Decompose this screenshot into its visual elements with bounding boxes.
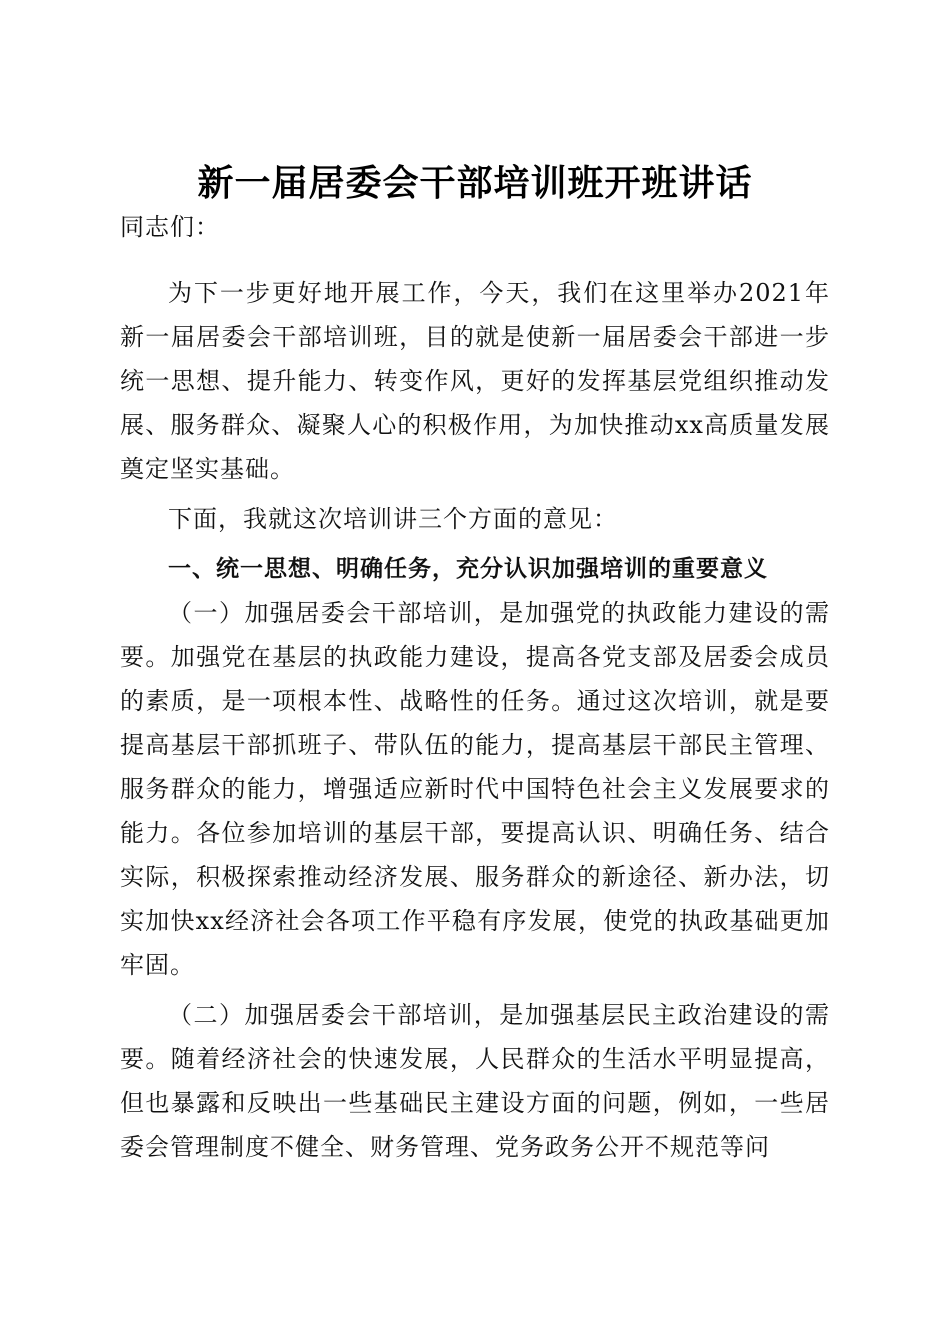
paragraph-section1-point2: （二）加强居委会干部培训，是加强基层民主政治建设的需要。随着经济社会的快速发展，人民群众的生活水平明显提高，但也暴露和反映出一些基础民主建设方面的问题，例如，一些居委会管理制度不健全、财务管理、党务政务公开不规范等问: [120, 1001, 830, 1161]
paragraph-intro: 为下一步更好地开展工作，今天，我们在这里举办2021年新一届居委会干部培训班，目的就是使新一届居委会干部进一步统一思想、提升能力、转变作风，更好的发挥基层党组织推动发展、服务群众、凝聚人心的积极作用，为加快推动xx高质量发展奠定坚实基础。: [120, 279, 830, 483]
paragraph-section1-point1: （一）加强居委会干部培训，是加强党的执政能力建设的需要。加强党在基层的执政能力建设，提高各党支部及居委会成员的素质，是一项根本性、战略性的任务。通过这次培训，就是要提高基层干部抓班子、带队伍的能力，提高基层干部民主管理、服务群众的能力，增强适应新时代中国特色社会主义发展要求的能力。各位参加培训的基层干部，要提高认识、明确任务、结合实际，积极探索推动经济发展、服务群众的新途径、新办法，切实加快xx经济社会各项工作平稳有序发展，使党的执政基础更加牢固。: [120, 599, 830, 979]
salutation: 同志们：: [120, 213, 220, 241]
document-body: [120, 205, 830, 1169]
paragraph-preface: 下面，我就这次培训讲三个方面的意见：: [168, 505, 618, 533]
document-title: 新一届居委会干部培训班开班讲话: [197, 162, 753, 205]
section-heading-1: 一、统一思想、明确任务，充分认识加强培训的重要意义: [168, 556, 768, 582]
